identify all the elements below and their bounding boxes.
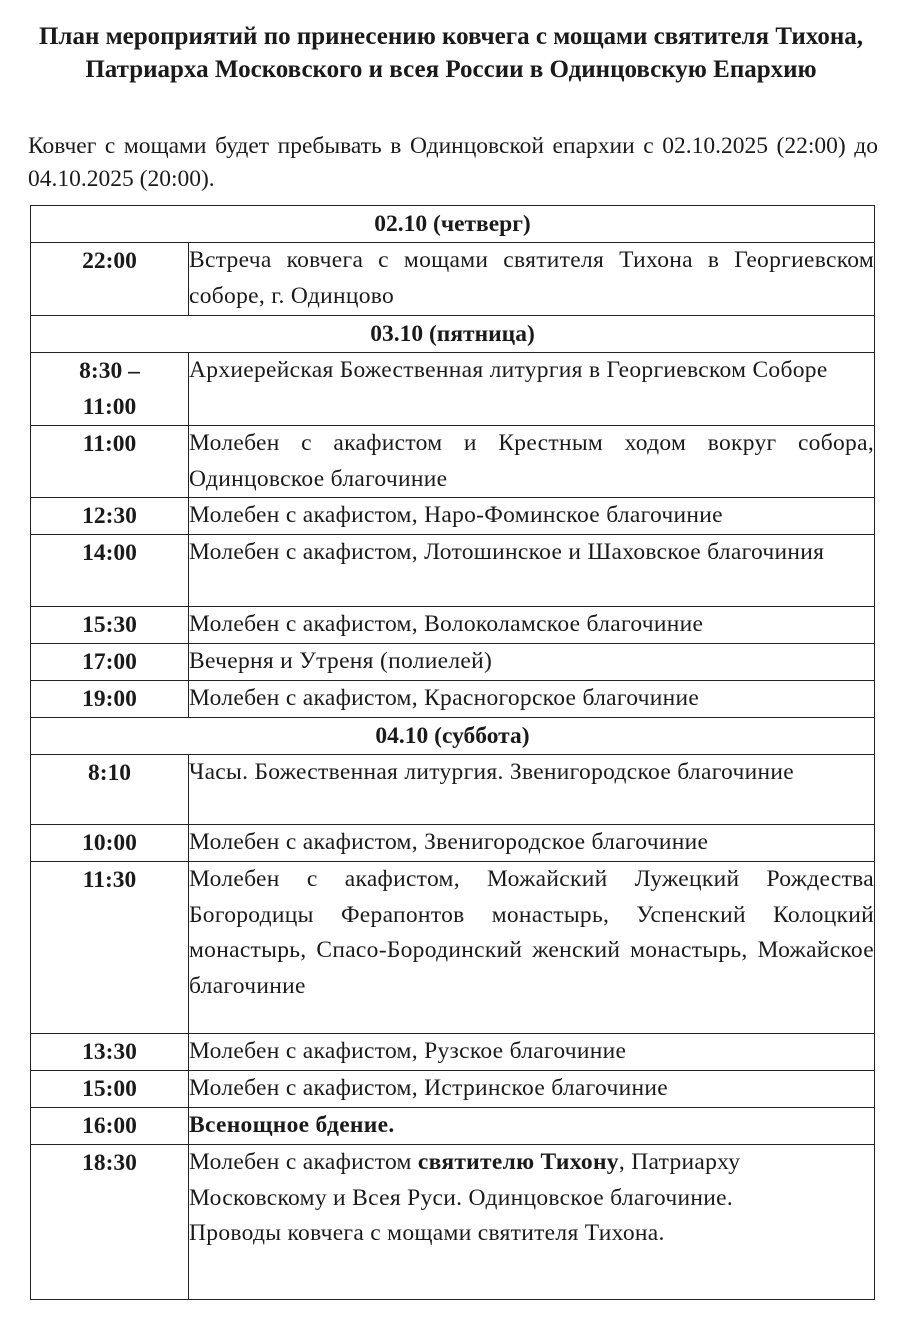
table-row: [31, 1145, 875, 1300]
event-description: Молебен с акафистом, Красногорское благочиние: [189, 681, 875, 718]
day-header-row: [31, 718, 875, 755]
event-description: Молебен с акафистом, Рузское благочиние: [189, 1034, 875, 1071]
table-row: [31, 1108, 875, 1145]
table-row: [31, 644, 875, 681]
day-header: 03.10 (пятница): [31, 316, 875, 353]
event-description: Часы. Божественная литургия. Звенигородское благочиние: [189, 755, 875, 825]
table-row: [31, 353, 875, 426]
day-header-row: [31, 316, 875, 353]
table-row: [31, 426, 875, 498]
day-header-row: [31, 206, 875, 243]
event-description: Молебен с акафистом, Можайский Лужецкий Рождества Богородицы Ферапонтов монастырь, Успенский Колоцкий монастырь, Спасо-Бородинский женский монастырь, Можайское благочиние: [189, 862, 875, 1034]
event-description: Молебен с акафистом, Волоколамское благочиние: [189, 607, 875, 644]
event-description: Молебен с акафистом, Наро-Фоминское благочиние: [189, 498, 875, 535]
event-time: 18:30: [31, 1145, 189, 1300]
event-description: Всенощное бдение.: [189, 1108, 875, 1145]
event-time: 15:00: [31, 1071, 189, 1108]
table-row: [31, 755, 875, 825]
event-text-extra: Проводы ковчега с мощами святителя Тихона.: [189, 1220, 665, 1246]
event-description: Встреча ковчега с мощами святителя Тихона в Георгиевском соборе, г. Одинцово: [189, 243, 875, 316]
event-time: 8:10: [31, 755, 189, 825]
day-header: 04.10 (суббота): [31, 718, 875, 755]
event-text-emphasis: святителю Тихону: [417, 1149, 619, 1175]
event-description: [189, 1145, 875, 1300]
event-description: Молебен с акафистом, Истринское благочиние: [189, 1071, 875, 1108]
event-time: 22:00: [31, 243, 189, 316]
intro-paragraph: Ковчег с мощами будет пребывать в Одинцовской епархии с 02.10.2025 (22:00) до 04.10.2025 (20:00).: [28, 133, 878, 192]
event-description: Молебен с акафистом, Звенигородское благочиние: [189, 825, 875, 862]
event-time: 19:00: [31, 681, 189, 718]
day-header: 02.10 (четверг): [31, 206, 875, 243]
event-description: Молебен с акафистом, Лотошинское и Шаховское благочиния: [189, 535, 875, 607]
table-row: [31, 825, 875, 862]
event-time: 11:30: [31, 862, 189, 1034]
event-description: Вечерня и Утреня (полиелей): [189, 644, 875, 681]
event-text-part: Молебен с акафистом: [189, 1149, 418, 1175]
event-time: 15:30: [31, 607, 189, 644]
event-time: 16:00: [31, 1108, 189, 1145]
event-time: 10:00: [31, 825, 189, 862]
event-time: 11:00: [31, 426, 189, 498]
event-text-part: , Патриарху Московскому и Всея Руси. Одинцовское благочиние.: [189, 1149, 741, 1211]
table-row: [31, 243, 875, 316]
table-row: [31, 681, 875, 718]
event-time: 14:00: [31, 535, 189, 607]
table-row: [31, 862, 875, 1034]
event-time: 13:30: [31, 1034, 189, 1071]
document-title: План мероприятий по принесению ковчега с мощами святителя Тихона, Патриарха Московского и всея России в Одинцовскую Епархию: [38, 23, 863, 83]
event-time: 8:30 – 11:00: [31, 353, 189, 426]
table-row: [31, 607, 875, 644]
event-description: Молебен с акафистом и Крестным ходом вокруг собора, Одинцовское благочиние: [189, 426, 875, 498]
event-description: Архиерейская Божественная литургия в Георгиевском Соборе: [189, 353, 875, 426]
event-time: 17:00: [31, 644, 189, 681]
table-row: [31, 1071, 875, 1108]
table-row: [31, 1034, 875, 1071]
event-time: 12:30: [31, 498, 189, 535]
table-row: [31, 498, 875, 535]
schedule-table: [30, 205, 875, 1300]
table-row: [31, 535, 875, 607]
